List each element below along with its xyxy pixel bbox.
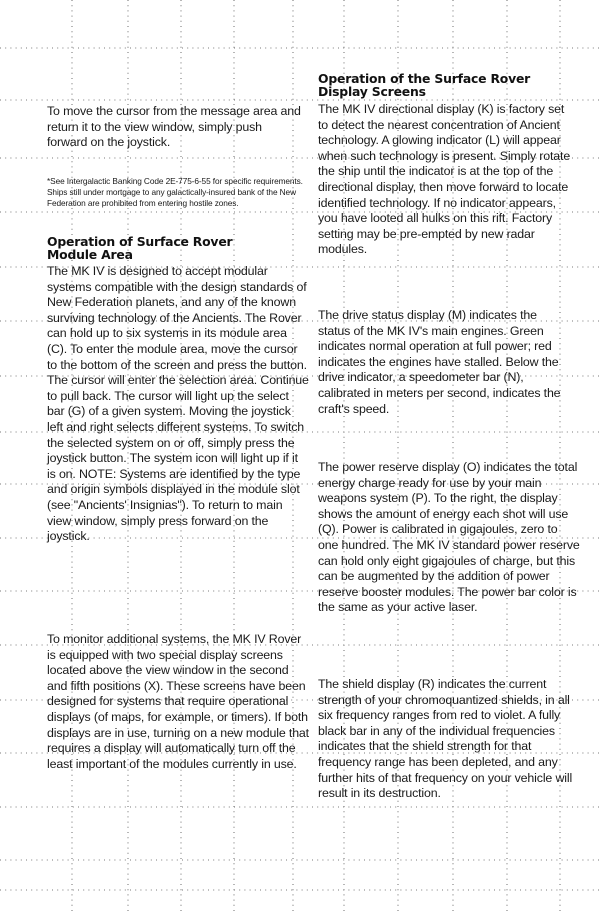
directional-display-paragraph: The MK IV directional display (K) is factory set to detect the nearest concentration of Ancient technology. A glowing indicator (L) will appear when such technology is present. Simply rotate the ship until the indicator is at the top of the directional display, then move forward to locate identified technology. If no indicator appears, you have looted all hulks on this rift. Factory setting may be pre-empted by new radar modules. [318,102,571,257]
drive-status-paragraph: The drive status display (M) indicates the status of the MK IV's main engines. Green indicates normal operation at full power; red indicates the engines have stalled. Below the drive indicator, a speedometer bar (N), calibrated in meters per second, indicates the craft's speed. [318,308,561,416]
module-area-heading: Operation of Surface Rover Module Area [47,234,233,262]
shield-display-paragraph: The shield display (R) indicates the current strength of your chromoquantized shields, in all six frequency ranges from red to violet. A fully black bar in any of the individual frequencies indicates that the shield strength for that frequency range has been depleted, and any further hits of that frequency on your vehicle will result in its destruction. [318,677,573,801]
power-reserve-paragraph: The power reserve display (O) indicates the total energy charge ready for use by your main weapons system (P). To the right, the display shows the amount of energy each shot will use (Q). Power is calibrated in gigajoules, zero to one hundred. The MK IV standard power reserve can hold only eight gigajoules of charge, but this can be augmented by the addition of power reserve booster modules. The power bar color is the same as your active laser. [318,460,580,615]
display-screens-heading: Operation of the Surface Rover Display Screens [318,71,531,99]
cursor-return-paragraph: To move the cursor from the message area and return it to the view window, simply push forward on the joystick. [47,104,301,150]
additional-systems-paragraph: To monitor additional systems, the MK IV Rover is equipped with two special display screens located above the view window in the second and fifth positions (X). These screens have been designed for systems that require operational displays (of maps, for example, or timers). If both displays are in use, turning on a new module that requires a display will automatically turn off the least important of the modules currently in use. [47,632,309,771]
module-area-paragraph: The MK IV is designed to accept modular systems compatible with the design standards of New Federation planets, and any of the known surviving technology of the Ancients. The Rover can hold up to six systems in its module area (C). To enter the module area, move the cursor to the bottom of the screen and press the button. The cursor will enter the selection area. Continue to pull back. The cursor will light up the select bar (G) of a given system. Moving the joystick left and right selects different systems. To switch the selected system on or off, simply press the joystick button. The system icon will light up if it is on. NOTE: Systems are identified by the type and origin symbols displayed in the module slot (see "Ancients' Insignias"). To return to main view window, simply press forward on the joystick. [47,264,309,544]
banking-code-footnote: *See Intergalactic Banking Code 2E-775-6-55 for specific requirements. Ships still under mortgage to any galactically-insured bank of the New Federation are prohibited from entering hostile zones. [47,176,303,208]
